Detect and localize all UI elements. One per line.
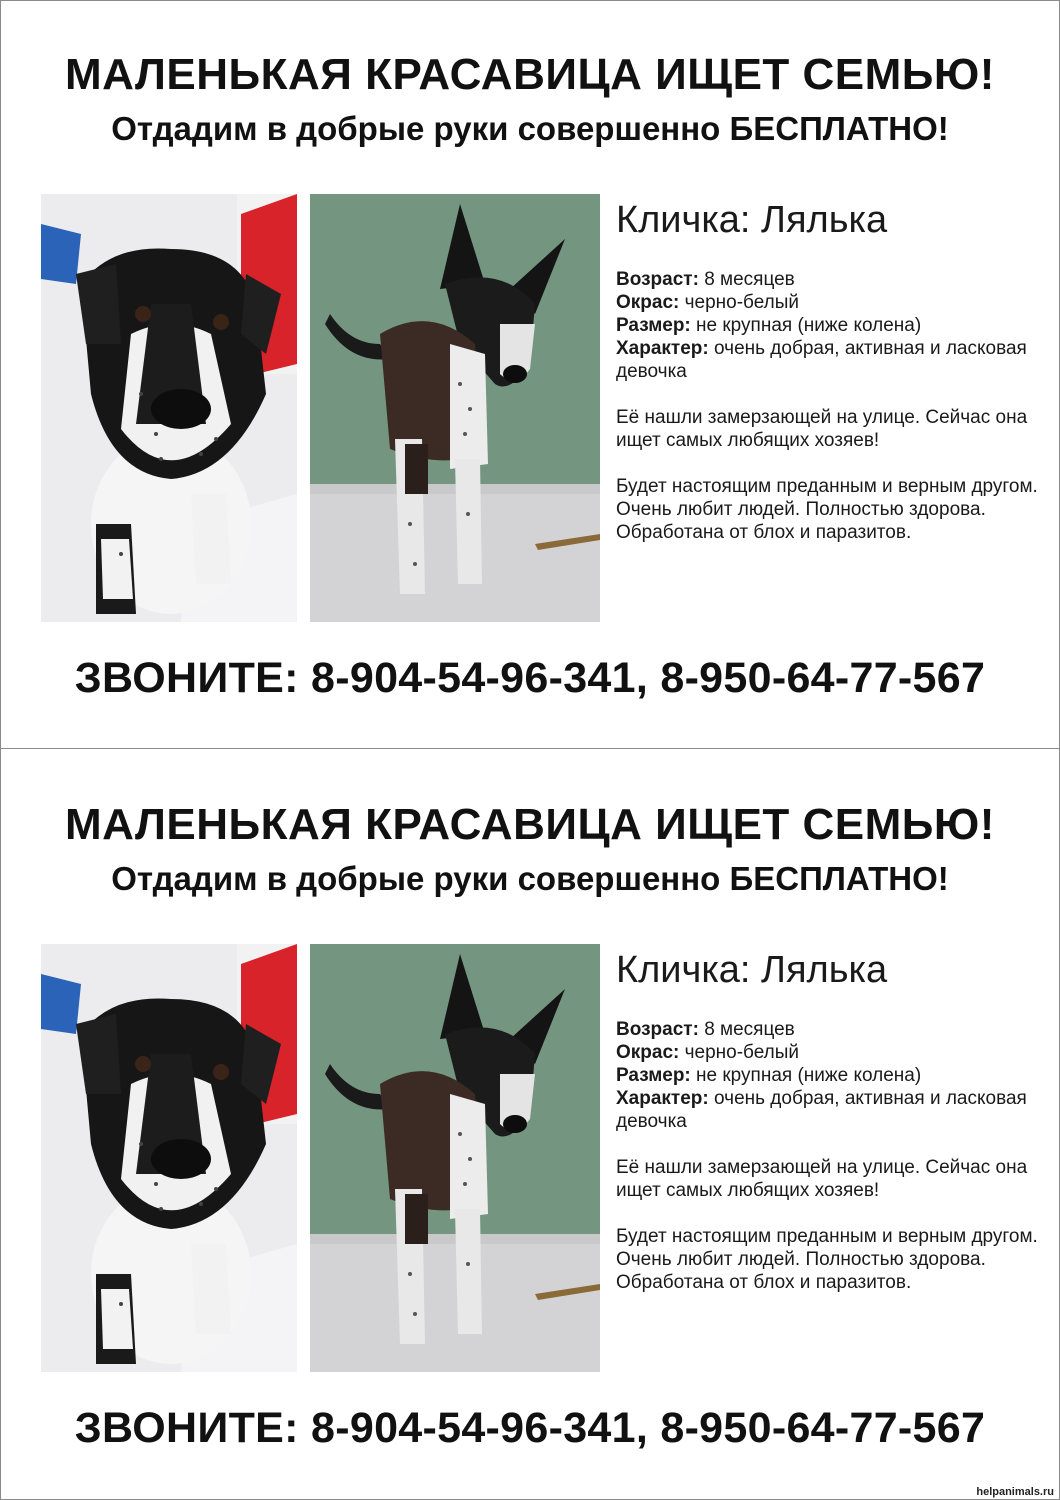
contact-phones: ЗВОНИТЕ: 8-904-54-96-341, 8-950-64-77-567 [74, 654, 986, 702]
dog-name: Кличка: Лялька [616, 949, 888, 991]
dog-photo-closeup [41, 194, 297, 622]
fact-size-value: не крупная (ниже колена) [696, 1065, 922, 1086]
fact-age-label: Возраст: [616, 269, 699, 290]
subheadline: Отдадим в добрые руки совершенно БЕСПЛАТНО! [111, 860, 949, 897]
fact-color-label: Окрас: [616, 1042, 680, 1063]
dog-info [616, 944, 1046, 1294]
fact-size-label: Размер: [616, 315, 691, 336]
fact-age-value: 8 месяцев [704, 269, 795, 290]
fact-character-value: очень добрая, активная и ласковая девочка [616, 1088, 1027, 1132]
fact-size-label: Размер: [616, 1065, 691, 1086]
dog-info [616, 194, 1046, 544]
headline: МАЛЕНЬКАЯ КРАСАВИЦА ИЩЕТ СЕМЬЮ! [65, 50, 995, 99]
fact-size [616, 1064, 1046, 1087]
story-paragraph: Её нашли замерзающей на улице. Сейчас она ищет самых любящих хозяев! [616, 407, 1028, 451]
fact-color-label: Окрас: [616, 292, 680, 313]
dog-name: Кличка: Лялька [616, 199, 888, 241]
cut-line [0, 748, 1060, 749]
flyer-bottom [0, 750, 1060, 1498]
fact-character [616, 1087, 1046, 1133]
fact-character-label: Характер: [616, 338, 709, 359]
headline: МАЛЕНЬКАЯ КРАСАВИЦА ИЩЕТ СЕМЬЮ! [65, 800, 995, 849]
fact-age [616, 268, 1046, 291]
facts-list [616, 268, 1046, 383]
fact-color [616, 291, 1046, 314]
subheadline: Отдадим в добрые руки совершенно БЕСПЛАТНО! [111, 110, 949, 147]
qualities-paragraph: Будет настоящим преданным и верным другом. Очень любит людей. Полностью здорова. Обработана от блох и паразитов. [616, 476, 1038, 543]
fact-color-value: черно-белый [684, 1042, 800, 1063]
dog-photo-standing [310, 944, 600, 1372]
flyer-top [0, 0, 1060, 748]
facts-list [616, 1018, 1046, 1133]
fact-size [616, 314, 1046, 337]
fact-age-value: 8 месяцев [704, 1019, 795, 1040]
fact-character-label: Характер: [616, 1088, 709, 1109]
contact-phones: ЗВОНИТЕ: 8-904-54-96-341, 8-950-64-77-567 [74, 1404, 986, 1452]
dog-photo-closeup [41, 944, 297, 1372]
qualities-paragraph: Будет настоящим преданным и верным другом. Очень любит людей. Полностью здорова. Обработана от блох и паразитов. [616, 1226, 1038, 1293]
dog-photo-standing [310, 194, 600, 622]
story-paragraph: Её нашли замерзающей на улице. Сейчас она ищет самых любящих хозяев! [616, 1157, 1028, 1201]
fact-character [616, 337, 1046, 383]
fact-color-value: черно-белый [684, 292, 800, 313]
fact-color [616, 1041, 1046, 1064]
fact-age-label: Возраст: [616, 1019, 699, 1040]
fact-age [616, 1018, 1046, 1041]
fact-size-value: не крупная (ниже колена) [696, 315, 922, 336]
watermark: helpanimals.ru [976, 1486, 1054, 1498]
fact-character-value: очень добрая, активная и ласковая девочка [616, 338, 1027, 382]
